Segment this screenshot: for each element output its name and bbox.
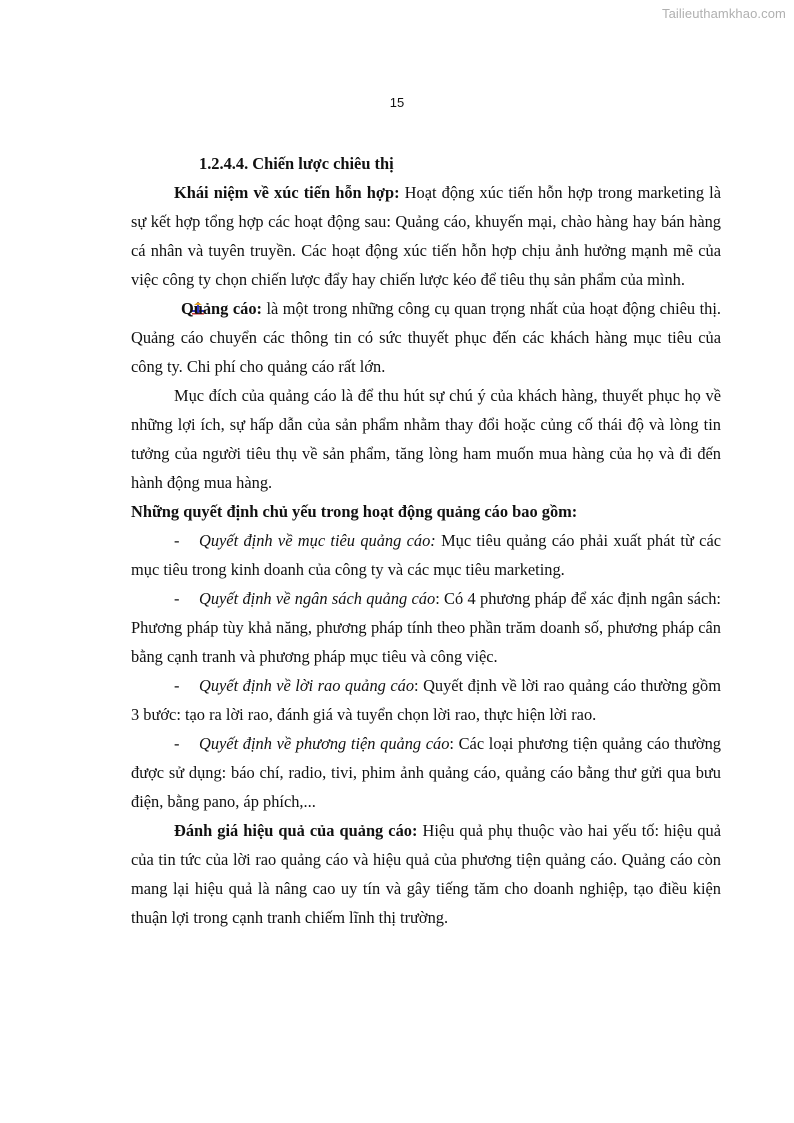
ads-label: Quảng cáo: bbox=[181, 299, 262, 318]
decisions-heading: Những quyết định chủ yếu trong hoạt động quảng cáo bao gồm: bbox=[131, 502, 578, 521]
evaluation-text: Hiệu quả phụ thuộc vào hai yếu tố: hiệu quả của tin tức của lời rao quảng cáo và hiệu quả của phương tiện quảng cáo. Quảng cáo còn mang lại hiệu quả là nâng cao uy tín và gây tiếng tăm cho doanh nghiệp, tạo điều kiện thuận lợi trong cạnh tranh chiếm lĩnh thị trường. bbox=[131, 821, 721, 927]
concept-label: Khái niệm về xúc tiến hỗn hợp: bbox=[174, 183, 400, 202]
decision-label: Quyết định về mục tiêu quảng cáo: bbox=[199, 531, 436, 550]
concept-paragraph bbox=[131, 178, 721, 294]
decision-text: : Có 4 phương pháp để xác định ngân sách: Phương pháp tùy khả năng, phương pháp tính theo phần trăm doanh số, phương pháp cân bằng cạnh tranh và phương pháp mục tiêu và công việc. bbox=[131, 589, 721, 666]
decision-label: Quyết định về ngân sách quảng cáo bbox=[199, 589, 436, 608]
decision-text: : Quyết định về lời rao quảng cáo thường gồm 3 bước: tạo ra lời rao, đánh giá và tuyển chọn lời rao, thực hiện lời rao. bbox=[131, 676, 721, 724]
concept-text: Hoạt động xúc tiến hỗn hợp trong marketing là sự kết hợp tổng hợp các hoạt động sau: Quảng cáo, khuyến mại, chào hàng hay bán hàng cá nhân và tuyên truyền. Các hoạt động xúc tiến hỗn hợp chịu ảnh hưởng mạnh mẽ của việc công ty chọn chiến lược đẩy hay chiến lược kéo để tiêu thụ sản phẩm của mình. bbox=[131, 183, 721, 289]
purpose-paragraph: Mục đích của quảng cáo là để thu hút sự chú ý của khách hàng, thuyết phục họ về những lợi ích, sự hấp dẫn của sản phẩm nhằm thay đổi hoặc củng cố thái độ và lòng tin tưởng của người tiêu thụ về sản phẩm, tăng lòng ham muốn mua hàng của họ và đi đến hành động mua hàng. bbox=[131, 386, 721, 492]
ads-text: là một trong những công cụ quan trọng nhất của hoạt động chiêu thị. Quảng cáo chuyển các thông tin có sức thuyết phục đến các khách hàng mục tiêu của công ty. Chi phí cho quảng cáo rất lớn. bbox=[131, 299, 722, 376]
watermark: Tailieuthamkhao.com bbox=[661, 6, 786, 21]
dash-marker: - bbox=[174, 589, 180, 608]
decision-item bbox=[131, 526, 721, 584]
arrow-cross-bullet-icon bbox=[161, 295, 175, 309]
evaluation-paragraph bbox=[131, 816, 721, 932]
decision-text: : Các loại phương tiện quảng cáo thường được sử dụng: báo chí, radio, tivi, phim ảnh quảng cáo, quảng cáo bằng thư gửi qua bưu điện, bằng pano, áp phích,... bbox=[131, 734, 721, 811]
dash-marker: - bbox=[174, 531, 180, 550]
decision-label: Quyết định về phương tiện quảng cáo bbox=[199, 734, 450, 753]
ads-paragraph bbox=[131, 294, 721, 381]
decision-item bbox=[131, 729, 721, 816]
dash-marker: - bbox=[174, 676, 180, 695]
evaluation-label: Đánh giá hiệu quả của quảng cáo: bbox=[174, 821, 418, 840]
decision-label: Quyết định về lời rao quảng cáo bbox=[199, 676, 415, 695]
decision-item bbox=[131, 671, 721, 729]
decision-text: Mục tiêu quảng cáo phải xuất phát từ các mục tiêu trong kinh doanh của công ty và các mục tiêu marketing. bbox=[131, 531, 721, 579]
page-number: 15 bbox=[389, 95, 405, 110]
section-title: 1.2.4.4. Chiến lược chiêu thị bbox=[199, 154, 394, 173]
dash-marker: - bbox=[174, 734, 180, 753]
document-body bbox=[131, 149, 721, 932]
decision-item bbox=[131, 584, 721, 671]
